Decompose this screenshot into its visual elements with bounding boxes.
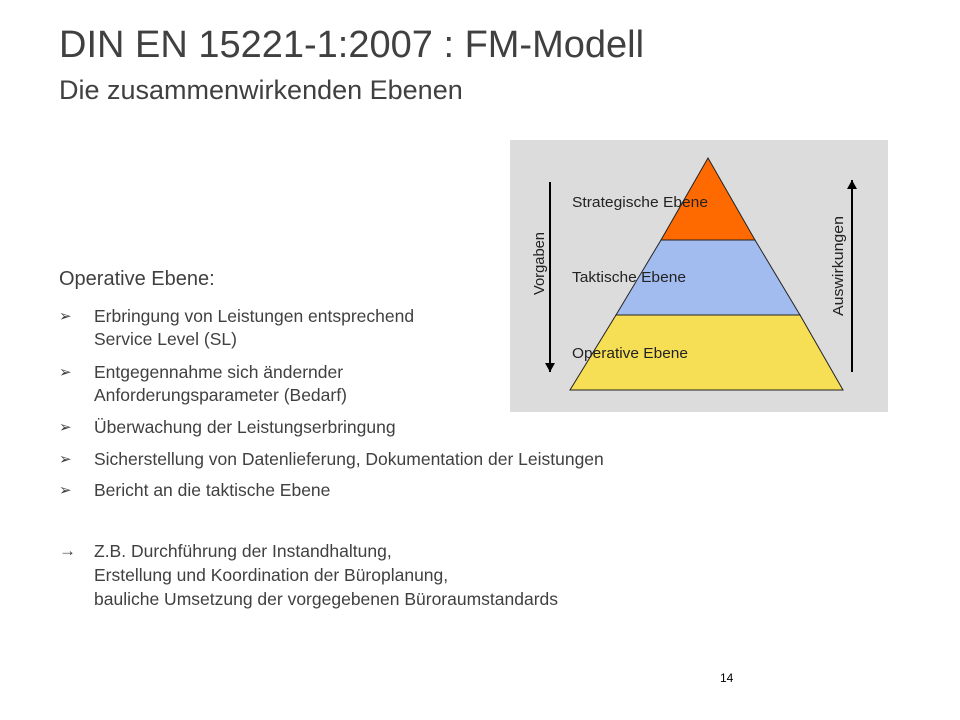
pyramid-label-tactical: Taktische Ebene <box>572 269 686 286</box>
pyramid-label-strategic: Strategische Ebene <box>572 194 708 211</box>
slide-title: DIN EN 15221-1:2007 : FM-Modell <box>59 24 645 66</box>
section-heading: Operative Ebene: <box>59 268 215 290</box>
example-text: Z.B. Durchführung der Instandhaltung, Erstellung und Koordination der Büroplanung, bauliche Umsetzung der vorgegebenen Büroraumstandards <box>94 541 559 609</box>
bullet-arrow-icon: ➢ <box>59 419 72 436</box>
bullet-text: Überwachung der Leistungserbringung <box>94 417 396 437</box>
bullet-text: Sicherstellung von Datenlieferung, Dokumentation der Leistungen <box>94 449 604 469</box>
bullet-text: Bericht an die taktische Ebene <box>94 480 331 500</box>
page-number: 14 <box>720 671 734 685</box>
auswirkungen-label: Auswirkungen <box>830 221 847 316</box>
bullet-arrow-icon: ➢ <box>59 482 72 499</box>
pyramid-svg <box>510 140 888 412</box>
pyramid-label-operative: Operative Ebene <box>572 345 688 362</box>
bullet-arrow-icon: ➢ <box>59 451 72 468</box>
vorgaben-label: Vorgaben <box>531 230 548 295</box>
slide-subtitle: Die zusammenwirkenden Ebenen <box>59 75 463 105</box>
right-arrow-icon: → <box>59 541 76 560</box>
fm-model-pyramid-diagram <box>510 140 888 412</box>
bullet-text: Erbringung von Leistungen entsprechend Service Level (SL) <box>94 306 415 349</box>
bullet-text: Entgegennahme sich ändernder Anforderungsparameter (Bedarf) <box>94 362 347 405</box>
bullet-arrow-icon: ➢ <box>59 308 72 325</box>
bullet-arrow-icon: ➢ <box>59 364 72 381</box>
